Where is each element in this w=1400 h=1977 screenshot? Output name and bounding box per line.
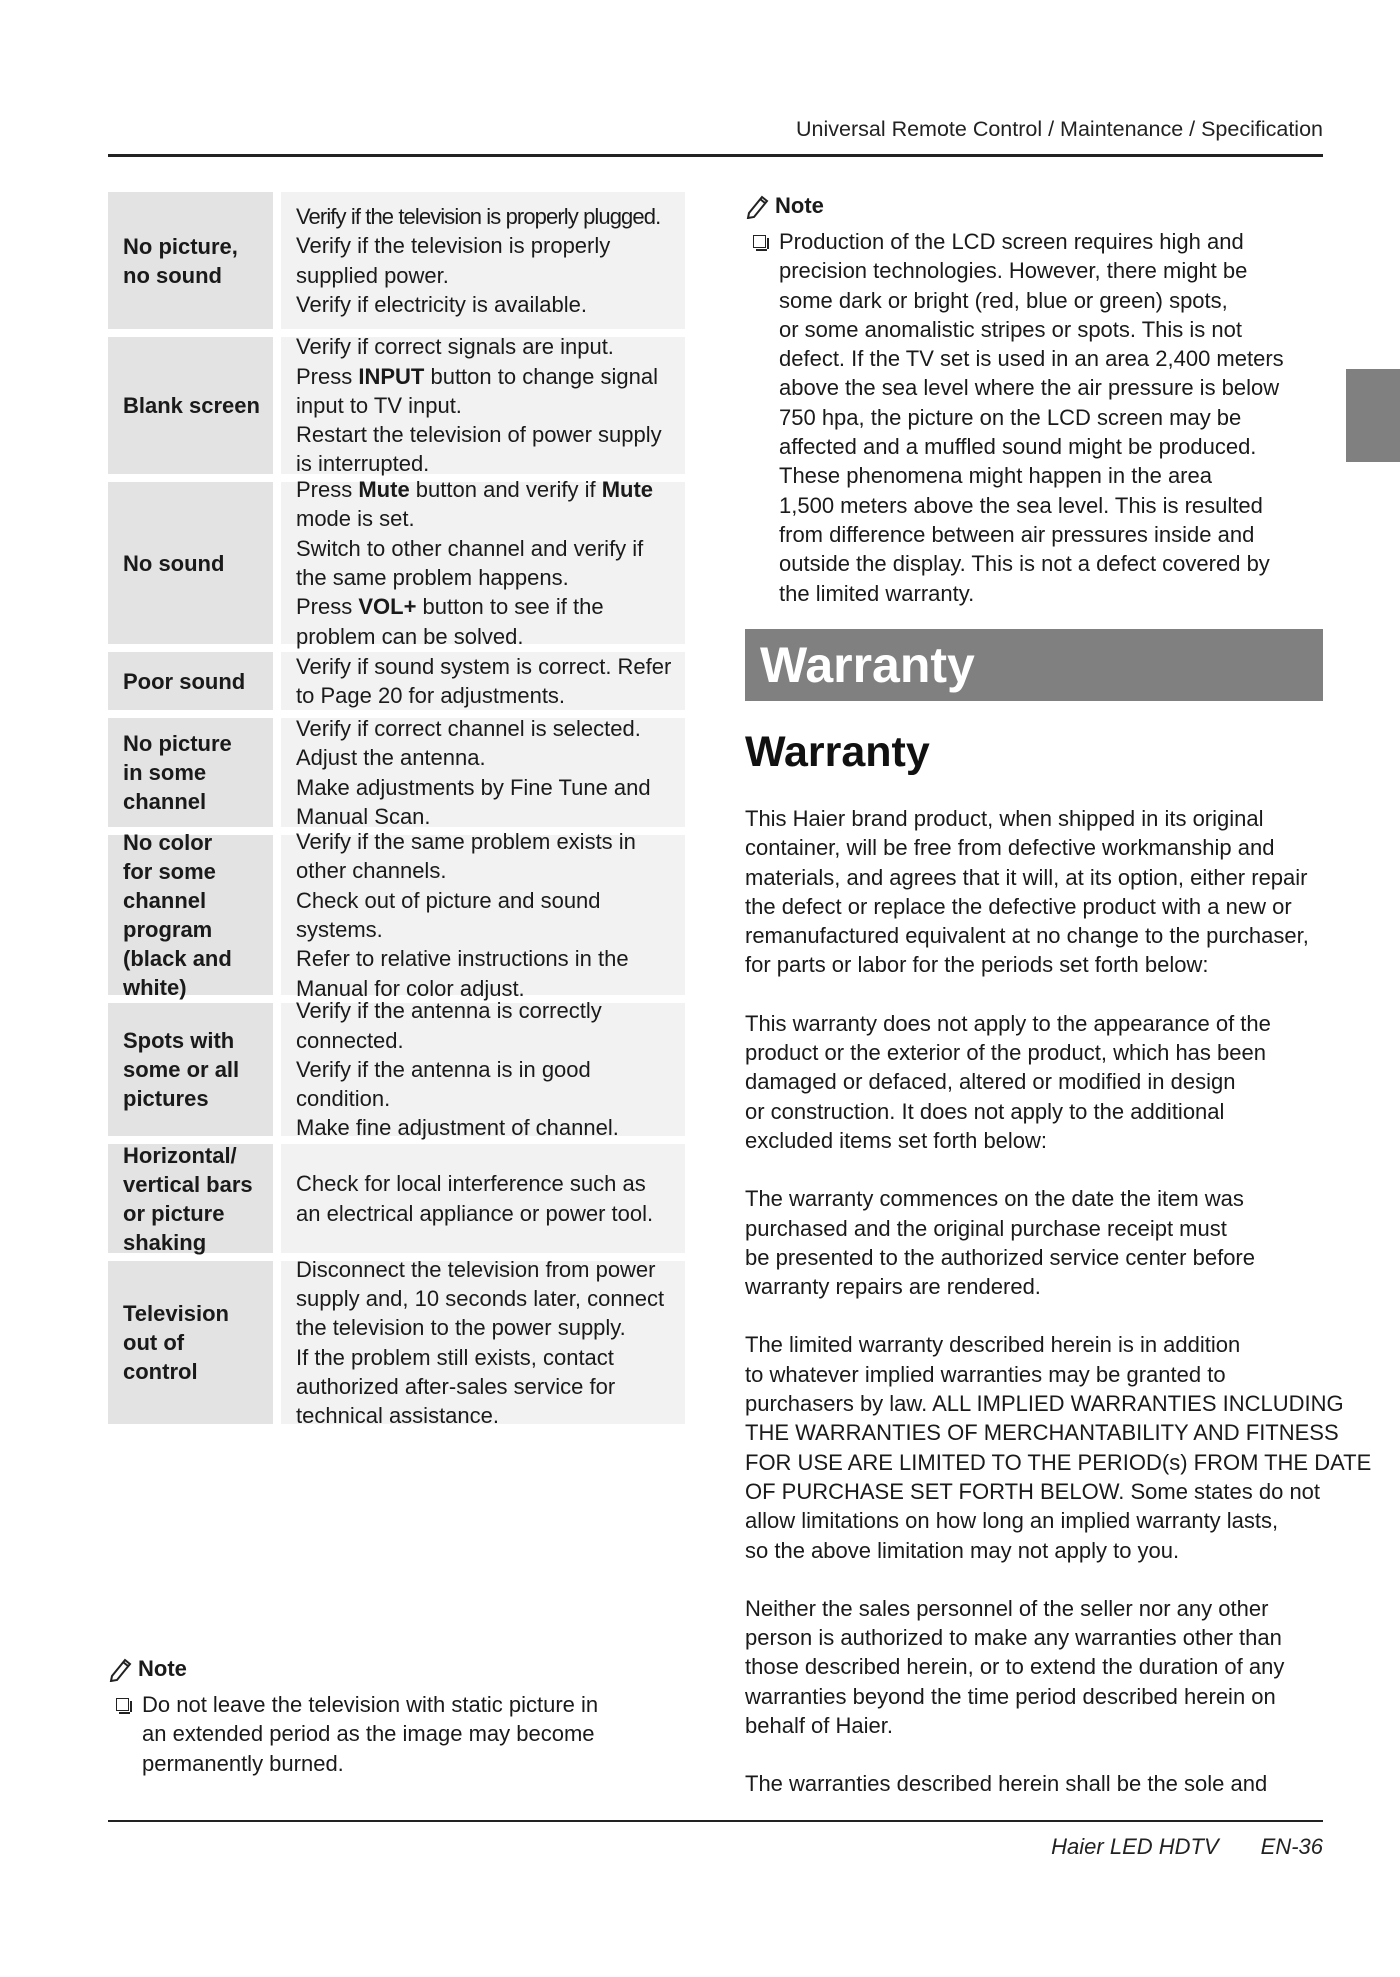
solution-line: Switch to other channel and verify if	[296, 535, 644, 561]
solution-line: technical assistance.	[296, 1403, 499, 1429]
solution-line: Refer to relative instructions in the	[296, 946, 629, 972]
warranty-line: damaged or defaced, altered or modified in design	[745, 1069, 1236, 1095]
pencil-icon	[745, 193, 771, 219]
warranty-paragraph	[745, 1184, 1325, 1301]
troubleshooting-row	[108, 1256, 685, 1429]
problem-cell	[108, 1003, 273, 1136]
page-footer	[1051, 1834, 1323, 1860]
warranty-line: OF PURCHASE SET FORTH BELOW. Some states do not	[745, 1478, 1321, 1504]
warranty-paragraph	[745, 804, 1325, 980]
solution-line: systems.	[296, 917, 383, 942]
solution-line: Verify if the antenna is in good	[296, 1056, 591, 1082]
note-line: 1,500 meters above the sea level. This is resulted	[779, 492, 1263, 518]
warranty-line: be presented to the authorized service center before	[745, 1244, 1255, 1270]
note-text	[779, 227, 1284, 608]
solution-cell	[281, 829, 685, 1001]
solution-line: Verify if the antenna is correctly	[296, 998, 602, 1024]
note-line: These phenomena might happen in the area	[779, 463, 1212, 489]
note-line: above the sea level where the air pressure is below	[779, 375, 1280, 401]
note-line: Production of the LCD screen requires high and	[779, 229, 1244, 254]
note-line: some dark or bright (red, blue or green) spots,	[779, 287, 1228, 313]
solution-line: Verify if correct channel is selected.	[296, 715, 641, 741]
problem-cell	[108, 830, 273, 1000]
warranty-line: so the above limitation may not apply to you.	[745, 1537, 1180, 1563]
solution-line: Verify if the television is properly	[296, 233, 611, 259]
problem-line: No sound	[123, 550, 225, 576]
note-text	[142, 1690, 598, 1778]
page-header-section-title: Universal Remote Control / Maintenance / Specification	[795, 117, 1323, 141]
problem-line: program	[123, 917, 213, 942]
problem-text	[123, 549, 224, 578]
warranty-line: product or the exterior of the product, which has been	[745, 1040, 1266, 1066]
problem-line: channel	[123, 888, 207, 913]
checkbox-bullet-icon	[116, 1698, 129, 1711]
note-line: an extended period as the image may become	[142, 1721, 595, 1747]
troubleshooting-table	[108, 192, 685, 1432]
note-line: from difference between air pressures inside and	[779, 521, 1255, 547]
solution-line: is interrupted.	[296, 451, 430, 477]
solution-line: Check out of picture and sound	[296, 887, 601, 913]
problem-line: shaking	[123, 1229, 207, 1255]
problem-cell	[108, 652, 273, 710]
solution-line: Make adjustments by Fine Tune and	[296, 774, 651, 800]
footer-rule	[108, 1820, 1323, 1822]
solution-line: connected.	[296, 1027, 404, 1053]
bold-term: INPUT	[358, 363, 425, 389]
note-bullet-item	[745, 227, 1325, 608]
note-heading-label: Note	[138, 1656, 187, 1681]
warranty-line: to whatever implied warranties may be granted to	[745, 1361, 1226, 1387]
problem-line: for some	[123, 859, 216, 884]
solution-cell	[281, 1144, 685, 1253]
troubleshooting-row	[108, 334, 685, 477]
warranty-line: excluded items set forth below:	[745, 1127, 1048, 1153]
problem-text	[123, 232, 238, 290]
solution-line: Verify if sound system is correct. Refer	[296, 653, 672, 679]
problem-line: some or all	[123, 1057, 240, 1082]
solution-line: Disconnect the television from power	[296, 1256, 656, 1282]
solution-line: Verify if the same problem exists in	[296, 829, 636, 855]
warranty-line: the defect or replace the defective product with a new or	[745, 893, 1292, 919]
note-bullet-item	[108, 1690, 668, 1778]
note-line: or some anomalistic stripes or spots. This is not	[779, 316, 1242, 342]
problem-line: out of	[123, 1330, 185, 1355]
solution-line: Press Mute button and verify if Mute	[296, 477, 654, 503]
problem-line: pictures	[123, 1086, 209, 1111]
troubleshooting-row	[108, 829, 685, 1001]
note-line: affected and a muffled sound might be produced.	[779, 434, 1257, 460]
solution-line: input to TV input.	[296, 392, 462, 418]
warranty-line: warranty repairs are rendered.	[745, 1274, 1041, 1300]
note-heading	[745, 193, 1325, 219]
solution-line: supplied power.	[296, 262, 449, 288]
warranty-paragraph	[745, 1009, 1325, 1155]
solution-line: mode is set.	[296, 506, 415, 532]
problem-line: (black and	[123, 946, 232, 971]
note-static-picture	[108, 1656, 668, 1778]
solution-line: to Page 20 for adjustments.	[296, 683, 566, 708]
troubleshooting-row	[108, 1144, 685, 1253]
problem-line: channel	[123, 789, 207, 814]
warranty-line: THE WARRANTIES OF MERCHANTABILITY AND FITNESS	[745, 1420, 1339, 1446]
solution-line: Press INPUT button to change signal	[296, 363, 658, 389]
problem-cell	[108, 337, 273, 474]
solution-line: Press VOL+ button to see if the	[296, 594, 604, 620]
warranty-paragraph	[745, 1769, 1325, 1798]
solution-line: the same problem happens.	[296, 565, 569, 590]
problem-text	[123, 391, 260, 420]
solution-line: Restart the television of power supply	[296, 422, 662, 448]
note-line: precision technologies. However, there might be	[779, 258, 1248, 284]
note-line: outside the display. This is not a defect covered by	[779, 551, 1270, 577]
chapter-side-tab	[1346, 369, 1400, 462]
header-rule	[108, 154, 1323, 157]
note-heading	[108, 1656, 668, 1682]
solution-line: authorized after-sales service for	[296, 1373, 616, 1399]
warranty-line: or construction. It does not apply to the additional	[745, 1098, 1225, 1124]
warranty-line: behalf of Haier.	[745, 1713, 893, 1739]
warranty-line: This warranty does not apply to the appearance of the	[745, 1010, 1271, 1036]
problem-line: Horizontal/	[123, 1142, 237, 1168]
solution-line: Manual Scan.	[296, 803, 431, 829]
solution-line: Check for local interference such as	[296, 1171, 646, 1197]
problem-line: No picture,	[123, 233, 238, 259]
problem-text	[123, 828, 232, 1002]
solution-cell	[281, 715, 685, 829]
warranty-line: those described herein, or to extend the duration of any	[745, 1654, 1285, 1680]
note-heading-label: Note	[775, 193, 824, 218]
problem-line: No picture	[123, 731, 232, 756]
warranty-line: The warranty commences on the date the item was	[745, 1186, 1244, 1212]
warranty-line: allow limitations on how long an implied warranty lasts,	[745, 1508, 1279, 1534]
warranty-section-banner: Warranty	[745, 629, 1323, 701]
troubleshooting-row	[108, 652, 685, 710]
problem-cell	[108, 718, 273, 827]
solution-line: an electrical appliance or power tool.	[296, 1200, 654, 1226]
problem-text	[123, 729, 232, 816]
bold-term: VOL+	[358, 594, 417, 620]
warranty-line: This Haier brand product, when shipped in its original	[745, 806, 1264, 831]
warranty-line: materials, and agrees that it will, at its option, either repair	[745, 864, 1308, 890]
problem-line: Blank screen	[123, 393, 260, 418]
problem-cell	[108, 482, 273, 644]
warranty-line: container, will be free from defective workmanship and	[745, 835, 1275, 861]
warranty-line: Neither the sales personnel of the seller nor any other	[745, 1595, 1269, 1621]
solution-line: condition.	[296, 1086, 391, 1112]
troubleshooting-row	[108, 477, 685, 649]
problem-line: white)	[123, 975, 187, 1000]
problem-line: Television	[123, 1301, 229, 1326]
problem-line: no sound	[123, 262, 222, 288]
solution-line: the television to the power supply.	[296, 1315, 626, 1341]
solution-line: Verify if correct signals are input.	[296, 334, 614, 360]
troubleshooting-row	[108, 715, 685, 829]
problem-text	[123, 667, 245, 696]
warranty-heading: Warranty	[745, 728, 930, 776]
note-lcd-screen	[745, 193, 1325, 608]
solution-line: Manual for color adjust.	[296, 975, 525, 1001]
solution-cell	[281, 334, 685, 477]
problem-line: in some	[123, 760, 207, 785]
problem-line: Poor sound	[123, 668, 246, 694]
warranty-line: for parts or labor for the periods set forth below:	[745, 952, 1209, 978]
problem-line: vertical bars	[123, 1171, 253, 1197]
problem-line: control	[123, 1359, 198, 1384]
warranty-line: The limited warranty described herein is in addition	[745, 1332, 1241, 1358]
warranty-line: The warranties described herein shall be the sole and	[745, 1771, 1268, 1797]
pencil-icon	[108, 1656, 134, 1682]
warranty-line: remanufactured equivalent at no change to the purchaser,	[745, 923, 1309, 949]
solution-cell	[281, 1256, 685, 1429]
footer-page-number: EN-36	[1260, 1834, 1323, 1859]
solution-line: supply and, 10 seconds later, connect	[296, 1285, 665, 1311]
solution-cell	[281, 652, 685, 710]
solution-cell	[281, 998, 685, 1141]
solution-line: problem can be solved.	[296, 623, 524, 649]
solution-line: If the problem still exists, contact	[296, 1344, 614, 1370]
troubleshooting-row	[108, 998, 685, 1141]
problem-text	[123, 1026, 239, 1113]
solution-line: Verify if the television is properly plugged.	[296, 203, 661, 229]
warranty-line: purchased and the original purchase receipt must	[745, 1215, 1227, 1241]
problem-cell	[108, 1144, 273, 1253]
problem-text	[123, 1299, 229, 1386]
warranty-body	[745, 804, 1372, 1828]
solution-line: other channels.	[296, 858, 447, 884]
bold-term: Mute	[358, 477, 410, 503]
troubleshooting-row	[108, 192, 685, 329]
problem-cell	[108, 192, 273, 329]
warranty-paragraph	[745, 1594, 1325, 1740]
note-line: Do not leave the television with static picture in	[142, 1692, 599, 1717]
note-line: the limited warranty.	[779, 580, 975, 606]
solution-cell	[281, 477, 685, 649]
problem-line: No color	[123, 830, 213, 855]
warranty-paragraph	[745, 1330, 1372, 1564]
footer-product-name: Haier LED HDTV	[1051, 1834, 1219, 1859]
problem-line: or picture	[123, 1200, 225, 1226]
solution-cell	[281, 192, 685, 329]
warranty-line: warranties beyond the time period described herein on	[745, 1683, 1276, 1709]
note-line: defect. If the TV set is used in an area 2,400 meters	[779, 346, 1284, 372]
bold-term: Mute	[601, 477, 654, 503]
warranty-line: FOR USE ARE LIMITED TO THE PERIOD(s) FROM THE DATE	[745, 1449, 1372, 1475]
solution-line: Verify if electricity is available.	[296, 291, 587, 317]
solution-line: Adjust the antenna.	[296, 745, 486, 771]
problem-text	[123, 1141, 253, 1257]
warranty-line: purchasers by law. ALL IMPLIED WARRANTIES INCLUDING	[745, 1391, 1344, 1417]
note-line: permanently burned.	[142, 1750, 344, 1776]
problem-line: Spots with	[123, 1028, 235, 1053]
solution-line: Make fine adjustment of channel.	[296, 1115, 619, 1141]
note-line: 750 hpa, the picture on the LCD screen may be	[779, 404, 1242, 430]
checkbox-bullet-icon	[753, 235, 766, 248]
warranty-line: person is authorized to make any warranties other than	[745, 1625, 1282, 1651]
problem-cell	[108, 1261, 273, 1424]
